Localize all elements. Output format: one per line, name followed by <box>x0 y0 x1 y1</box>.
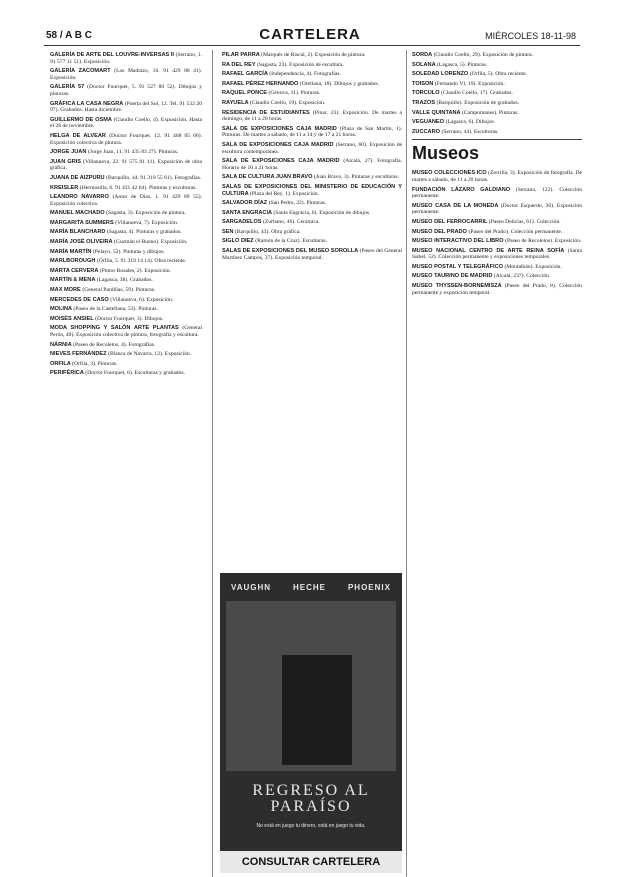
listing-details: (Villanueva, 22. 91 575 01 11). Exposición de obra gráfica. <box>50 158 203 172</box>
listing-name: MARÍA BLANCHARD <box>50 229 107 236</box>
listing-details: (Génova, 11). Pinturas. <box>268 90 321 97</box>
listing-name: PERIFÉRICA <box>50 370 86 377</box>
listing-name: PILAR PARRA <box>222 52 262 58</box>
listing-entry <box>50 258 202 265</box>
listing-entry <box>50 175 202 182</box>
listing-entry <box>412 100 582 107</box>
listing-entry <box>222 90 402 97</box>
listing-entry <box>222 184 402 197</box>
listing-details: (Barquillo). Exposición de grabados. <box>436 99 520 106</box>
listing-entry <box>50 101 202 114</box>
listing-name: SEN <box>222 228 236 235</box>
film-title: REGRESO AL PARAÍSO <box>252 782 370 815</box>
listing-name: GALERÍA ZACOMART <box>50 68 115 75</box>
listing-details: (Lagasca, 5). Pinturas. <box>436 61 488 68</box>
listing-details: (Fernando VI, 19). Exposición. <box>434 80 505 87</box>
listing-entry <box>412 203 582 216</box>
listing-name: MERCEDES DE CASO <box>50 296 111 303</box>
poster-actors <box>220 573 402 592</box>
museos-heading: Museos <box>412 139 582 166</box>
column-divider <box>406 50 407 877</box>
listing-entry <box>50 194 202 207</box>
listing-entry <box>50 84 202 97</box>
listing-details: (Serrano, 1. 91 577 11 51). Exposición. <box>50 52 202 65</box>
listing-name: MARTÍN & MENA <box>50 277 97 284</box>
listing-name: KREISLER <box>50 184 80 191</box>
listing-entry <box>50 185 202 192</box>
listing-details: (Villanueva, 7). Exposición. <box>115 219 179 226</box>
listing-details: (Barquillo, 43). Obra gráfica. <box>235 228 301 235</box>
listing-details: (Hermosilla, 6. 91 431 42 64). Pinturas y esculturas. <box>79 184 197 191</box>
listing-details: (Villanueva, 6). Exposición. <box>110 296 174 303</box>
listing-entry <box>50 297 202 304</box>
listing-name: MARÍA JOSÉ OLIVEIRA <box>50 239 114 246</box>
listing-name: LEANDRO NAVARRO <box>50 194 113 201</box>
listing-details: (Orellana, 18). Dibujos y grabados. <box>299 80 379 87</box>
listing-name: GALERÍA 57 <box>50 84 88 91</box>
listing-entry <box>50 210 202 217</box>
listing-details: (Sagasta, 23). Exposición de escultura. <box>257 61 344 68</box>
listings-column-2 <box>222 52 402 264</box>
listing-details: (Lagasca, 6). Dibujos. <box>445 119 496 126</box>
listing-entry <box>222 248 402 261</box>
listing-entry <box>412 283 582 296</box>
listing-entry <box>222 158 402 171</box>
listing-details: (Paseo del Prado). Colección permanente. <box>468 228 563 235</box>
listing-entry <box>222 110 402 123</box>
listing-name: GUILLERMO DE OSMA <box>50 116 114 123</box>
listing-entry <box>50 268 202 275</box>
listing-name: SALAS DE EXPOSICIONES DEL MINISTERIO DE EDUCACIÓN Y CULTURA <box>222 183 402 197</box>
page-header <box>0 0 620 46</box>
museos-list <box>412 170 582 296</box>
listing-name: FUNDACIÓN LÁZARO GALDIANO <box>412 186 516 193</box>
listing-name: SALVADOR DÍAZ <box>222 200 269 207</box>
listing-name: SOLANA <box>412 61 437 68</box>
listing-details: (Paseo de Recoletos, 4). Fotografías. <box>73 341 156 348</box>
listing-name: HELGA DE ALVEAR <box>50 132 110 139</box>
listing-entry <box>222 62 402 69</box>
listing-name: RAYUELA <box>222 99 250 106</box>
listing-name: SARGADELOS <box>222 219 264 226</box>
listing-details: (Juan Bravo, 3). Pinturas y esculturas. <box>313 174 400 181</box>
listing-details: (Doctor Fourquet, 12. 91 468 05 06). Exposición colectiva de pintura. <box>50 132 202 146</box>
consult-listings-button[interactable]: CONSULTAR CARTELERA <box>220 851 402 873</box>
listing-entry <box>412 248 582 261</box>
film-advertisement[interactable] <box>220 573 402 873</box>
listing-entry <box>412 90 582 97</box>
listing-entry <box>412 264 582 271</box>
listing-details: (Claudio Coello, 29). Exposición de pintura. <box>433 52 533 58</box>
actor-name: HECHE <box>293 583 327 592</box>
listing-name: JORGE JUAN <box>50 149 88 156</box>
listing-name: TORCULO <box>412 90 442 97</box>
listing-details: (Zurbano, 46). Cerámica. <box>263 219 320 226</box>
listing-name: SALA DE EXPOSICIONES CAJA MADRID <box>222 158 344 165</box>
listing-entry <box>412 187 582 200</box>
listing-entry <box>50 351 202 358</box>
listing-entry <box>50 239 202 246</box>
listing-name: GALERÍA DE ARTE DEL LOUVRE-INVERSAS II <box>50 52 176 58</box>
listing-entry <box>50 361 202 368</box>
header-rule <box>44 45 580 46</box>
listing-entry <box>412 129 582 136</box>
listing-name: MOLINA <box>50 306 74 313</box>
listing-details: (General Perón, 40). Exposición colectiva de pintura, fotografía y escultura. <box>50 325 202 338</box>
listing-details: (Sagasta, 4). Pinturas y grabados. <box>106 229 182 236</box>
listing-name: VEGUANEO <box>412 119 446 126</box>
listing-entry <box>50 220 202 227</box>
listing-details: (Orfila, 3). Pinturas. <box>72 360 118 367</box>
listing-details: (Plaza del Rey, 1). Exposición. <box>249 190 320 197</box>
listing-entry <box>50 306 202 313</box>
listing-details: (Orfila, 5). Obra reciente. <box>469 71 527 78</box>
listing-details: (Paseo Delicias, 61). Colección. <box>488 218 561 225</box>
listing-name: MUSEO NACIONAL CENTRO DE ARTE REINA SOFÍA <box>412 247 568 254</box>
listing-entry <box>50 117 202 130</box>
listing-entry <box>50 159 202 172</box>
listing-details: (General Pardiñas, 59). Pinturas. <box>82 287 156 294</box>
listing-details: (Claudio Coello, 4). Exposición. Hasta el 28 de noviembre. <box>50 116 202 130</box>
listing-entry <box>412 219 582 226</box>
listing-entry <box>412 273 582 280</box>
listing-entry <box>222 71 402 78</box>
listing-entry <box>222 81 402 88</box>
listing-details: (Lagasca, 38). Grabados. <box>96 277 153 284</box>
listing-details: (Plaza de San Martín, 1). Pinturas. De martes a sábado, de 11 a 14 y de 17 a 21 horas. <box>222 125 402 139</box>
listing-name: SALA DE CULTURA JUAN BRAVO <box>222 174 314 181</box>
listing-entry <box>222 210 402 217</box>
poster-figure <box>282 655 352 765</box>
listing-name: TRAZOS <box>412 99 437 106</box>
galleries-continued <box>412 52 582 135</box>
listing-name: TOISON <box>412 80 435 87</box>
listing-name: RESIDENCIA DE ESTUDIANTES <box>222 109 313 116</box>
listing-entry <box>222 219 402 226</box>
listing-details: (Santa Engracia, 6). Exposición de dibujos. <box>273 209 371 216</box>
listing-details: (Pintor Rosales, 2). Exposición. <box>99 267 171 274</box>
listing-details: (Claudio Coello, 19). Exposición. <box>249 99 326 106</box>
listing-name: VALLE QUINTANA <box>412 109 462 116</box>
listing-entry <box>222 200 402 207</box>
listing-entry <box>412 52 582 59</box>
listing-details: (Doctor Fourquet, 6). Esculturas y grabados. <box>85 370 185 377</box>
listing-details: (Doctor Esquerdo, 36). Exposición permanente. <box>412 202 582 216</box>
listings-column-1 <box>50 52 202 380</box>
listing-details: (Paseo del General Martínez Campos, 37). Exposición temporal. <box>222 248 402 261</box>
listing-details: (Los Madrazo, 16. 91 429 88 41). Exposición. <box>50 68 202 81</box>
listing-entry <box>412 71 582 78</box>
listing-name: RAQUEL PONCE <box>222 90 269 97</box>
listing-entry <box>412 110 582 117</box>
listing-details: (Serrano, 60). Exposición de escultura contemporánea. <box>222 141 403 155</box>
listing-entry <box>50 325 202 338</box>
listing-entry <box>50 52 202 65</box>
listing-details: (Pinar, 23). Exposición. De martes a domingo, de 11 a 20 horas. <box>222 109 402 123</box>
listing-details: (Paseo de la Castellana, 53). Pinturas. <box>73 306 158 313</box>
listing-name: MARÍA MARTÍN <box>50 248 93 255</box>
listing-entry <box>222 100 402 107</box>
listing-name: MODA SHOPPING Y SALÓN ARTE PLANTAS <box>50 325 183 332</box>
listing-name: SOLEDAD LORENZO <box>412 71 470 78</box>
actor-name: VAUGHN <box>230 583 272 592</box>
listing-details: (Amor de Dios, 1. 91 429 89 55). Exposición colectiva. <box>50 194 202 207</box>
column-divider <box>212 50 213 877</box>
listing-entry <box>50 249 202 256</box>
listing-entry <box>50 342 202 349</box>
listing-name: MUSEO POSTAL Y TELEGRÁFICO <box>412 263 505 270</box>
listing-entry <box>222 142 402 155</box>
listing-entry <box>412 238 582 245</box>
listing-details: (Puerta del Sol, 12. Tel. 91 532 20 97). Grabados. Hasta diciembre. <box>50 100 202 114</box>
listing-details: (Orfila, 5. 91 319 14 14). Obra reciente. <box>96 258 187 265</box>
listing-name: SALA DE EXPOSICIONES CAJA MADRID <box>222 141 336 148</box>
listing-name: MARLBOROUGH <box>50 258 97 265</box>
listing-details: (Jorge Juan, 11. 91 435 83 27). Pinturas. <box>87 149 179 156</box>
listing-entry <box>50 287 202 294</box>
listing-name: MUSEO DEL PRADO <box>412 228 469 235</box>
listing-details: (Blanca de Navarra, 12). Exposición. <box>108 351 192 358</box>
listing-details: (Serrano, 122). Colección permanente. <box>412 186 582 200</box>
listing-entry <box>222 229 402 236</box>
listing-entry <box>50 133 202 146</box>
listing-entry <box>50 370 202 377</box>
listing-details: (Doctor Fourquet, 5. 91 527 80 52). Dibujos y pinturas. <box>50 84 202 97</box>
listing-details: (Campomanes). Pinturas. <box>461 109 519 116</box>
listing-details: (Doctor Fourquet, 3). Dibujos. <box>95 315 164 322</box>
listing-entry <box>412 81 582 88</box>
listing-name: RAFAEL GARCÍA <box>222 71 270 78</box>
listing-name: MUSEO CASA DE LA MONEDA <box>412 202 501 209</box>
listing-details: (San Pedro, 22). Pinturas. <box>268 200 327 207</box>
listing-details: (Independencia, 4). Fotografías. <box>269 71 341 78</box>
actor-name: PHOENIX <box>347 583 391 592</box>
listing-entry <box>50 316 202 323</box>
listings-column-3 <box>412 52 582 299</box>
listing-name: MUSEO DEL FERROCARRIL <box>412 218 489 225</box>
listing-details: (Santa Isabel, 52). Colección permanente y exposiciones temporales. <box>412 247 582 261</box>
listing-name: MUSEO TAURINO DE MADRID <box>412 273 494 280</box>
listing-name: RAFAEL PÉREZ HERNANDO <box>222 80 300 87</box>
section-title: CARTELERA <box>259 26 361 43</box>
listing-name: JUAN GRIS <box>50 158 84 165</box>
listing-name: MANUEL MACHADO <box>50 210 107 217</box>
listing-entry <box>50 68 202 81</box>
listing-name: MARTA CERVERA <box>50 267 100 274</box>
listing-entry <box>222 174 402 181</box>
issue-date: MIÉRCOLES 18-11-98 <box>485 31 576 41</box>
listing-name: MAX MORE <box>50 287 83 294</box>
listing-entry <box>222 238 402 245</box>
listing-entry <box>50 229 202 236</box>
listing-entry <box>222 126 402 139</box>
listing-entry <box>412 62 582 69</box>
listing-name: GRÁFICA LA CASA NEGRA <box>50 100 125 107</box>
listing-entry <box>222 52 402 59</box>
listing-name: MUSEO COLECCIONES ICO <box>412 170 489 177</box>
listing-details: (Paseo de Recoletos). Exposición. <box>505 238 582 245</box>
listing-entry <box>412 229 582 236</box>
listing-details: (Zorrilla, 3). Exposición de fotografía. De martes a sábado, de 11 a 20 horas. <box>412 170 582 183</box>
listing-entry <box>412 119 582 126</box>
page-number: 58 / A B C <box>46 30 92 41</box>
listing-details: (Montalbán). Exposición. <box>504 263 562 270</box>
listing-name: ZUCCARO <box>412 128 442 135</box>
listing-details: (Ramón de la Cruz). Esculturas. <box>255 238 328 245</box>
listing-details: (Claudio Coello, 17). Grabados. <box>441 90 513 97</box>
listing-name: SALA DE EXPOSICIONES CAJA MADRID <box>222 125 340 132</box>
listing-name: MUSEO THYSSEN-BORNEMISZA <box>412 283 505 290</box>
listing-name: SALAS DE EXPOSICIONES DEL MUSEO SOROLLA <box>222 248 360 255</box>
listing-details: (Marqués de Riscal, 2). Exposición de pintura. <box>261 52 366 58</box>
listing-details: (Sagasta, 3). Exposición de pintura. <box>106 210 186 217</box>
listing-name: SIGLO DIEZ <box>222 238 256 245</box>
listing-entry <box>412 170 582 183</box>
listing-details: (Guzmán el Bueno). Exposición. <box>113 239 188 246</box>
listing-details: (Barquillo, 44. 91 310 55 61). Fotografías. <box>106 174 202 181</box>
listing-name: NÁRNIA <box>50 341 74 348</box>
listing-name: SORDA <box>412 52 434 58</box>
listing-name: ORFILA <box>50 360 73 367</box>
listing-details: (Alcalá, 27). Fotografía. Horario de 10 a 21 horas. <box>222 158 402 171</box>
listing-details: (Serrano, 44). Esculturas. <box>441 128 499 135</box>
listing-entry <box>50 277 202 284</box>
listing-name: SANTA ENGRACIA <box>222 209 274 216</box>
listing-name: MUSEO INTERACTIVO DEL LIBRO <box>412 238 506 245</box>
listing-details: (Pelayo, 52). Pinturas y dibujos. <box>92 248 165 255</box>
listing-name: NIEVES FERNÁNDEZ <box>50 351 109 358</box>
listing-details: (Paseo del Prado, 8). Colección permanente y exposición temporal. <box>412 283 582 296</box>
listing-name: JUANA DE AIZPURU <box>50 174 107 181</box>
film-tagline: No está en juego tu dinero, está en juego tu vida. <box>256 823 366 829</box>
poster-artwork <box>226 601 396 771</box>
listing-entry <box>50 149 202 156</box>
listing-name: RA DEL REY <box>222 61 258 68</box>
listing-details: (Alcalá, 237). Colección. <box>493 273 551 280</box>
listing-name: MOISÉS ANSIEL <box>50 315 96 322</box>
listing-name: MARGARITA SUMMERS <box>50 219 116 226</box>
